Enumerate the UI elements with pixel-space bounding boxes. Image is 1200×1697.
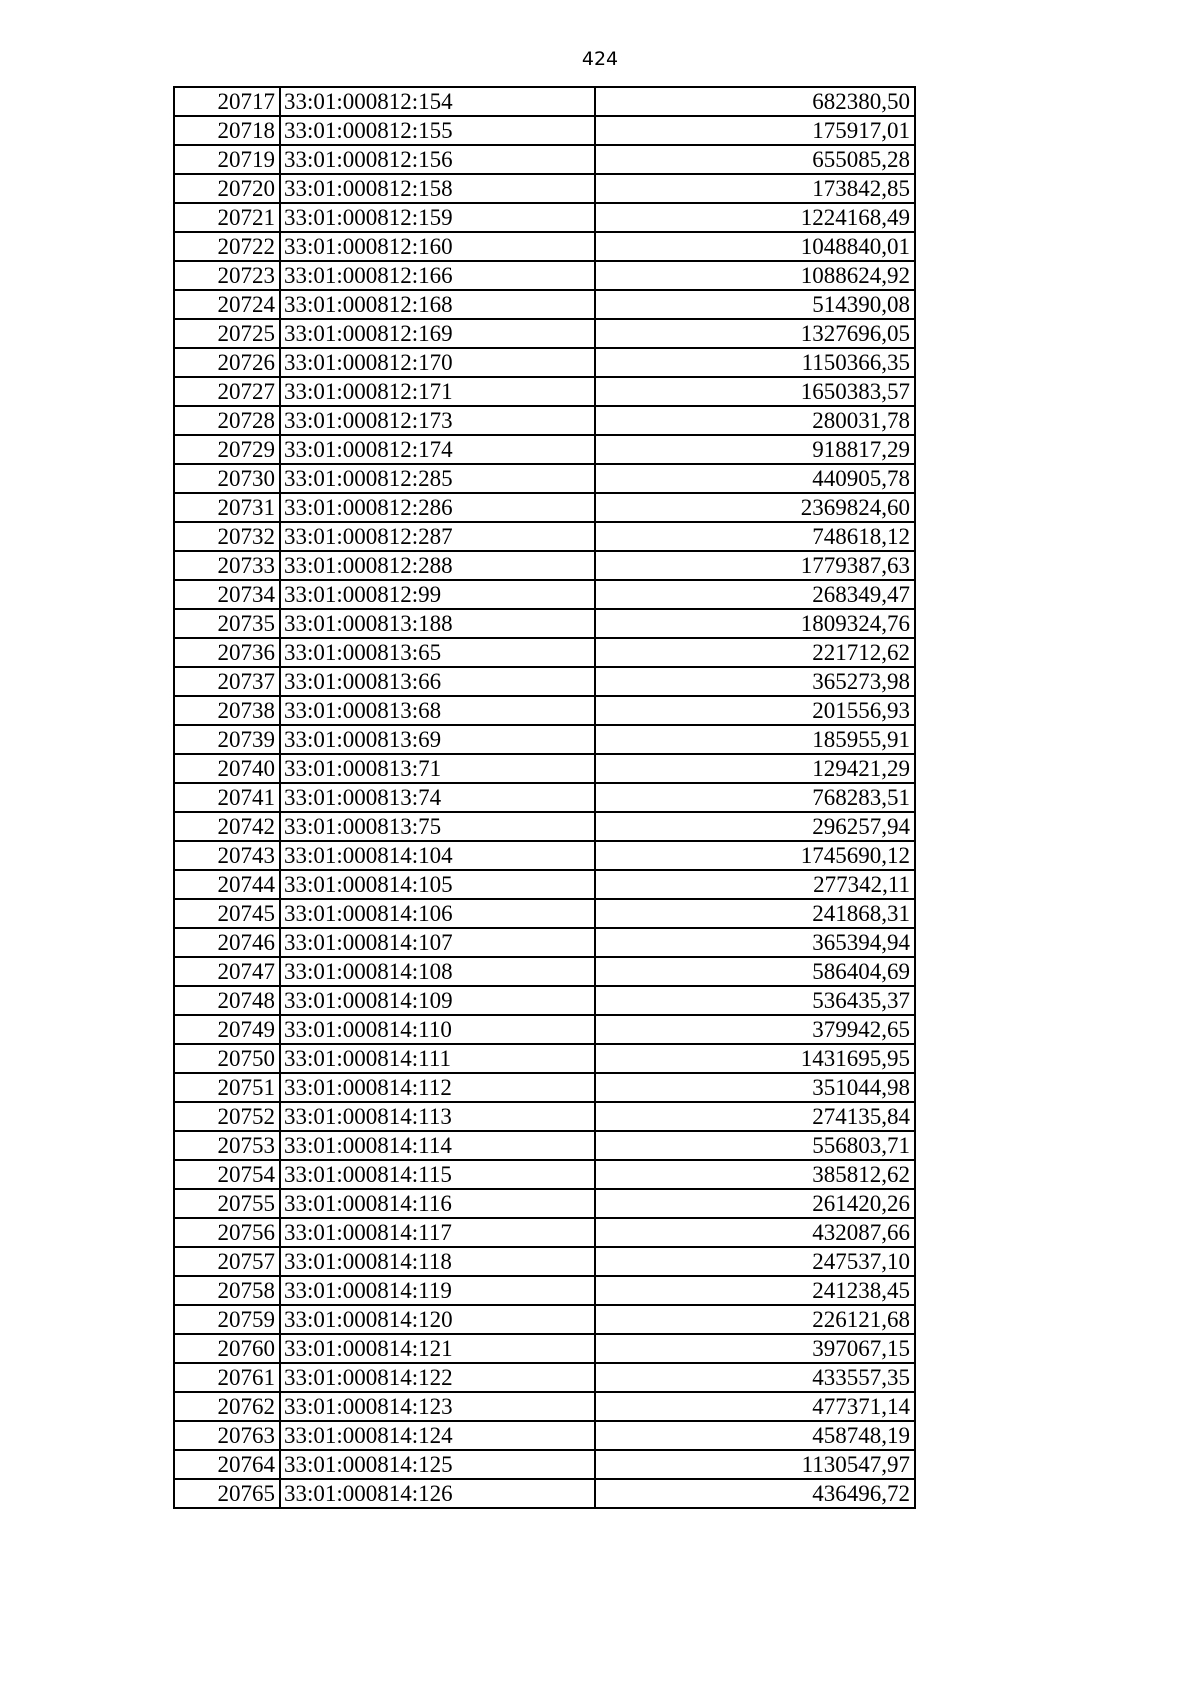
row-number-cell: 20725 (174, 319, 280, 348)
row-number-cell: 20747 (174, 957, 280, 986)
table-row (174, 1392, 915, 1421)
table-row (174, 580, 915, 609)
table-row (174, 1247, 915, 1276)
table-row (174, 377, 915, 406)
table-row (174, 464, 915, 493)
row-number-cell: 20736 (174, 638, 280, 667)
cadastral-value-cell: 1745690,12 (595, 841, 915, 870)
cadastral-number-cell: 33:01:000814:114 (280, 1131, 595, 1160)
cadastral-value-cell: 436496,72 (595, 1479, 915, 1508)
table-row (174, 841, 915, 870)
cadastral-value-cell: 173842,85 (595, 174, 915, 203)
row-number-cell: 20735 (174, 609, 280, 638)
table-row (174, 261, 915, 290)
row-number-cell: 20740 (174, 754, 280, 783)
row-number-cell: 20751 (174, 1073, 280, 1102)
row-number-cell: 20758 (174, 1276, 280, 1305)
cadastral-number-cell: 33:01:000812:173 (280, 406, 595, 435)
cadastral-value-cell: 556803,71 (595, 1131, 915, 1160)
cadastral-value-cell: 280031,78 (595, 406, 915, 435)
cadastral-value-cell: 1048840,01 (595, 232, 915, 261)
row-number-cell: 20749 (174, 1015, 280, 1044)
row-number-cell: 20728 (174, 406, 280, 435)
cadastral-value-cell: 385812,62 (595, 1160, 915, 1189)
cadastral-number-cell: 33:01:000813:66 (280, 667, 595, 696)
row-number-cell: 20752 (174, 1102, 280, 1131)
table-row (174, 609, 915, 638)
row-number-cell: 20761 (174, 1363, 280, 1392)
cadastral-number-cell: 33:01:000814:126 (280, 1479, 595, 1508)
cadastral-value-cell: 351044,98 (595, 1073, 915, 1102)
cadastral-number-cell: 33:01:000814:124 (280, 1421, 595, 1450)
row-number-cell: 20730 (174, 464, 280, 493)
cadastral-number-cell: 33:01:000814:112 (280, 1073, 595, 1102)
cadastral-number-cell: 33:01:000814:104 (280, 841, 595, 870)
table-row (174, 1044, 915, 1073)
cadastral-number-cell: 33:01:000814:116 (280, 1189, 595, 1218)
cadastral-number-cell: 33:01:000812:174 (280, 435, 595, 464)
table-row (174, 522, 915, 551)
cadastral-value-cell: 586404,69 (595, 957, 915, 986)
table-row (174, 145, 915, 174)
table-row (174, 87, 915, 116)
table-row (174, 783, 915, 812)
cadastral-number-cell: 33:01:000814:119 (280, 1276, 595, 1305)
row-number-cell: 20754 (174, 1160, 280, 1189)
table-row (174, 870, 915, 899)
cadastral-number-cell: 33:01:000812:159 (280, 203, 595, 232)
row-number-cell: 20721 (174, 203, 280, 232)
cadastral-value-cell: 296257,94 (595, 812, 915, 841)
cadastral-number-cell: 33:01:000812:154 (280, 87, 595, 116)
table-row (174, 1131, 915, 1160)
cadastral-number-cell: 33:01:000812:156 (280, 145, 595, 174)
cadastral-number-cell: 33:01:000814:115 (280, 1160, 595, 1189)
cadastral-value-cell: 1327696,05 (595, 319, 915, 348)
cadastral-value-cell: 433557,35 (595, 1363, 915, 1392)
table-row (174, 1015, 915, 1044)
cadastral-number-cell: 33:01:000812:160 (280, 232, 595, 261)
cadastral-number-cell: 33:01:000814:120 (280, 1305, 595, 1334)
cadastral-value-cell: 918817,29 (595, 435, 915, 464)
table-body (174, 87, 915, 1508)
table-row (174, 1160, 915, 1189)
cadastral-value-cell: 1809324,76 (595, 609, 915, 638)
cadastral-number-cell: 33:01:000814:105 (280, 870, 595, 899)
table-row (174, 696, 915, 725)
cadastral-value-cell: 536435,37 (595, 986, 915, 1015)
row-number-cell: 20753 (174, 1131, 280, 1160)
table-row (174, 928, 915, 957)
table-row (174, 290, 915, 319)
table-row (174, 899, 915, 928)
row-number-cell: 20729 (174, 435, 280, 464)
cadastral-value-cell: 365394,94 (595, 928, 915, 957)
cadastral-value-table (173, 86, 916, 1509)
row-number-cell: 20756 (174, 1218, 280, 1247)
page-number: 424 (581, 48, 619, 70)
cadastral-number-cell: 33:01:000812:169 (280, 319, 595, 348)
row-number-cell: 20737 (174, 667, 280, 696)
table-row (174, 406, 915, 435)
cadastral-value-cell: 397067,15 (595, 1334, 915, 1363)
cadastral-number-cell: 33:01:000814:108 (280, 957, 595, 986)
row-number-cell: 20764 (174, 1450, 280, 1479)
row-number-cell: 20746 (174, 928, 280, 957)
cadastral-number-cell: 33:01:000812:155 (280, 116, 595, 145)
table-row (174, 174, 915, 203)
table-row (174, 638, 915, 667)
cadastral-number-cell: 33:01:000814:123 (280, 1392, 595, 1421)
cadastral-value-cell: 226121,68 (595, 1305, 915, 1334)
cadastral-value-cell: 440905,78 (595, 464, 915, 493)
row-number-cell: 20722 (174, 232, 280, 261)
row-number-cell: 20717 (174, 87, 280, 116)
cadastral-value-cell: 274135,84 (595, 1102, 915, 1131)
table-row (174, 348, 915, 377)
cadastral-value-cell: 1779387,63 (595, 551, 915, 580)
cadastral-number-cell: 33:01:000813:65 (280, 638, 595, 667)
table-row (174, 493, 915, 522)
row-number-cell: 20734 (174, 580, 280, 609)
cadastral-value-cell: 221712,62 (595, 638, 915, 667)
cadastral-value-cell: 201556,93 (595, 696, 915, 725)
row-number-cell: 20723 (174, 261, 280, 290)
row-number-cell: 20720 (174, 174, 280, 203)
cadastral-value-cell: 277342,11 (595, 870, 915, 899)
cadastral-value-cell: 365273,98 (595, 667, 915, 696)
cadastral-value-cell: 175917,01 (595, 116, 915, 145)
cadastral-number-cell: 33:01:000812:158 (280, 174, 595, 203)
table-row (174, 812, 915, 841)
cadastral-number-cell: 33:01:000813:68 (280, 696, 595, 725)
row-number-cell: 20719 (174, 145, 280, 174)
cadastral-number-cell: 33:01:000814:113 (280, 1102, 595, 1131)
table-row (174, 667, 915, 696)
cadastral-number-cell: 33:01:000812:171 (280, 377, 595, 406)
table-row (174, 232, 915, 261)
table-row (174, 1421, 915, 1450)
row-number-cell: 20738 (174, 696, 280, 725)
cadastral-number-cell: 33:01:000814:121 (280, 1334, 595, 1363)
cadastral-value-cell: 748618,12 (595, 522, 915, 551)
row-number-cell: 20765 (174, 1479, 280, 1508)
table-row (174, 1218, 915, 1247)
table-row (174, 725, 915, 754)
cadastral-number-cell: 33:01:000814:107 (280, 928, 595, 957)
row-number-cell: 20727 (174, 377, 280, 406)
cadastral-value-cell: 241868,31 (595, 899, 915, 928)
row-number-cell: 20748 (174, 986, 280, 1015)
cadastral-number-cell: 33:01:000814:110 (280, 1015, 595, 1044)
cadastral-value-cell: 261420,26 (595, 1189, 915, 1218)
row-number-cell: 20741 (174, 783, 280, 812)
cadastral-value-cell: 185955,91 (595, 725, 915, 754)
table-row (174, 319, 915, 348)
table-row (174, 116, 915, 145)
cadastral-number-cell: 33:01:000812:286 (280, 493, 595, 522)
cadastral-number-cell: 33:01:000814:118 (280, 1247, 595, 1276)
cadastral-number-cell: 33:01:000812:288 (280, 551, 595, 580)
row-number-cell: 20759 (174, 1305, 280, 1334)
table-row (174, 1102, 915, 1131)
cadastral-value-cell: 1650383,57 (595, 377, 915, 406)
table-row (174, 986, 915, 1015)
cadastral-number-cell: 33:01:000812:168 (280, 290, 595, 319)
table-row (174, 1189, 915, 1218)
row-number-cell: 20762 (174, 1392, 280, 1421)
row-number-cell: 20744 (174, 870, 280, 899)
row-number-cell: 20750 (174, 1044, 280, 1073)
table-row (174, 551, 915, 580)
row-number-cell: 20757 (174, 1247, 280, 1276)
cadastral-number-cell: 33:01:000813:69 (280, 725, 595, 754)
cadastral-number-cell: 33:01:000814:125 (280, 1450, 595, 1479)
table-row (174, 754, 915, 783)
row-number-cell: 20743 (174, 841, 280, 870)
cadastral-value-cell: 2369824,60 (595, 493, 915, 522)
cadastral-number-cell: 33:01:000814:122 (280, 1363, 595, 1392)
row-number-cell: 20742 (174, 812, 280, 841)
cadastral-value-cell: 655085,28 (595, 145, 915, 174)
table-row (174, 1305, 915, 1334)
cadastral-value-cell: 458748,19 (595, 1421, 915, 1450)
cadastral-number-cell: 33:01:000813:75 (280, 812, 595, 841)
table-row (174, 1073, 915, 1102)
cadastral-value-cell: 1130547,97 (595, 1450, 915, 1479)
table-row (174, 1276, 915, 1305)
row-number-cell: 20755 (174, 1189, 280, 1218)
cadastral-value-cell: 379942,65 (595, 1015, 915, 1044)
cadastral-value-cell: 247537,10 (595, 1247, 915, 1276)
cadastral-value-cell: 768283,51 (595, 783, 915, 812)
cadastral-value-cell: 432087,66 (595, 1218, 915, 1247)
cadastral-number-cell: 33:01:000812:99 (280, 580, 595, 609)
cadastral-value-cell: 477371,14 (595, 1392, 915, 1421)
table-row (174, 1450, 915, 1479)
cadastral-number-cell: 33:01:000814:106 (280, 899, 595, 928)
cadastral-number-cell: 33:01:000813:71 (280, 754, 595, 783)
cadastral-number-cell: 33:01:000812:285 (280, 464, 595, 493)
cadastral-number-cell: 33:01:000813:74 (280, 783, 595, 812)
table-row (174, 1334, 915, 1363)
row-number-cell: 20745 (174, 899, 280, 928)
cadastral-value-cell: 129421,29 (595, 754, 915, 783)
row-number-cell: 20732 (174, 522, 280, 551)
cadastral-number-cell: 33:01:000812:166 (280, 261, 595, 290)
cadastral-number-cell: 33:01:000813:188 (280, 609, 595, 638)
row-number-cell: 20733 (174, 551, 280, 580)
cadastral-value-cell: 1431695,95 (595, 1044, 915, 1073)
cadastral-value-cell: 514390,08 (595, 290, 915, 319)
cadastral-value-cell: 1150366,35 (595, 348, 915, 377)
row-number-cell: 20724 (174, 290, 280, 319)
table-row (174, 1479, 915, 1508)
cadastral-number-cell: 33:01:000814:111 (280, 1044, 595, 1073)
cadastral-value-cell: 1224168,49 (595, 203, 915, 232)
row-number-cell: 20760 (174, 1334, 280, 1363)
row-number-cell: 20739 (174, 725, 280, 754)
table-row (174, 203, 915, 232)
cadastral-number-cell: 33:01:000812:170 (280, 348, 595, 377)
cadastral-value-cell: 1088624,92 (595, 261, 915, 290)
row-number-cell: 20718 (174, 116, 280, 145)
cadastral-number-cell: 33:01:000814:109 (280, 986, 595, 1015)
cadastral-number-cell: 33:01:000814:117 (280, 1218, 595, 1247)
row-number-cell: 20726 (174, 348, 280, 377)
table-row (174, 957, 915, 986)
row-number-cell: 20763 (174, 1421, 280, 1450)
cadastral-value-cell: 241238,45 (595, 1276, 915, 1305)
cadastral-number-cell: 33:01:000812:287 (280, 522, 595, 551)
cadastral-value-cell: 268349,47 (595, 580, 915, 609)
table-row (174, 1363, 915, 1392)
cadastral-value-cell: 682380,50 (595, 87, 915, 116)
table-row (174, 435, 915, 464)
row-number-cell: 20731 (174, 493, 280, 522)
